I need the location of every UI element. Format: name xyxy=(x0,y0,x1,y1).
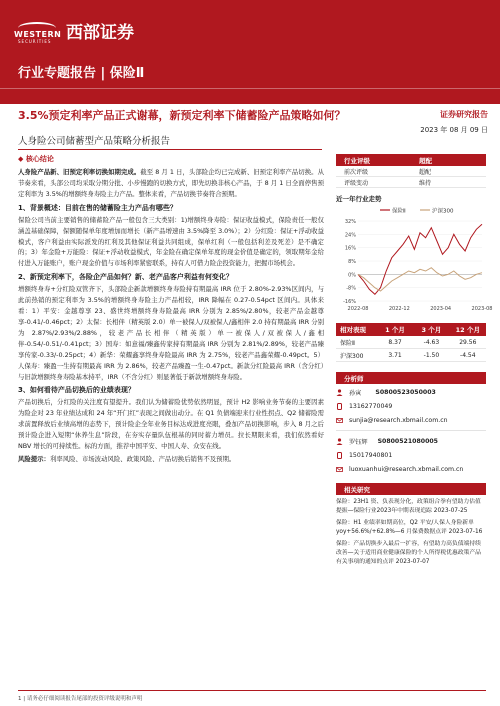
sidebar xyxy=(336,154,493,568)
subtitle-divider xyxy=(18,149,322,150)
logo-name: 西部证券 xyxy=(66,23,134,43)
email-icon xyxy=(336,417,343,424)
analyst-1-email[interactable]: sunjia@research.xbmail.com.cn xyxy=(336,414,486,426)
phone-icon xyxy=(336,403,343,410)
y-tick-label: 32% xyxy=(344,219,356,225)
y-tick-label: 0% xyxy=(348,272,356,279)
title-row xyxy=(18,107,488,134)
diamond-icon: ◆ xyxy=(18,155,24,163)
x-tick-label: 2022-12 xyxy=(388,306,410,312)
rating-row: 前次评级 超配 xyxy=(336,166,486,177)
x-tick-label: 2023-08 xyxy=(471,306,493,312)
analyst-2-name: 罗钰辉 S0800521080005 xyxy=(336,435,486,447)
report-badge: 证券研究报告 xyxy=(440,110,488,119)
heading-performance: 3、如何看待产品切换后的业绩表现？ xyxy=(18,386,135,395)
main-body xyxy=(18,154,324,467)
related-item[interactable]: 保险：H1 业绩率如期高位，Q2 平安/人保人身险新单 yoy+56.6%/+62.8%—6 月保费数据点评 2023-07-16 xyxy=(336,519,483,536)
legend-label-a: 保险Ⅱ xyxy=(392,208,406,215)
legend-label-b: 沪深300 xyxy=(432,208,454,215)
rating-header: 行业评级 超配 xyxy=(336,154,486,166)
analyst-1-name: 孙寅 S0800523050003 xyxy=(336,386,486,398)
email-icon xyxy=(336,466,343,473)
heading-background: 1、背景概述：目前在售的储蓄险主力产品有哪些？ xyxy=(18,203,177,212)
report-subtitle: 人身险公司储蓄型产品策略分析报告 xyxy=(18,136,171,147)
footer-divider xyxy=(18,690,486,691)
y-tick-label: 16% xyxy=(344,245,356,252)
x-tick-label: 2022-08 xyxy=(347,306,369,312)
header-divider xyxy=(0,88,500,89)
series-line-0 xyxy=(358,224,482,294)
risk-warning: 风险提示：利率风险、市场波动风险、政策风险、产品切换后销售不及预期。 xyxy=(18,454,236,463)
analyst-2-phone: 15017940801 xyxy=(336,449,486,461)
logo-mark-icon: WESTERN SECURITIES xyxy=(14,22,60,40)
related-item[interactable]: 保险：23H1 资、负表现分化，政策组合拳有望助力估值提振—保险行业2023年中期表现追踪 2023-07-25 xyxy=(336,499,481,515)
analyst-1-phone: 13162770049 xyxy=(336,400,486,412)
y-tick-label: 8% xyxy=(348,259,356,265)
chart-title: 近一年行业走势 xyxy=(336,195,382,203)
analyst-divider xyxy=(336,430,486,431)
performance-row: 保险Ⅱ 8.37 -4.63 29.56 xyxy=(336,336,486,349)
analyst-2-email[interactable]: luoxuanhui@research.xbmail.com.cn xyxy=(336,463,486,475)
paragraph-4: 产品切换后，分红险的关注度有望提升。我们认为储蓄险优势依然明显，预计 H2 影响业务节奏的主要因素为险企对 23 年业绩达成和 24 年“开门红”表现之间做出动分。在 Q1 负债端迎来行业性拐点、Q2 储蓄险需求前置释放后业绩高增的态势下，预计险企全年业务目标达成进度亮眼，叠加产品切换影响，步入 8 月之后预计险企进入短期“休养生息”阶段，在夯实存量队伍根基的同时蓄力增员。拉长期限来看，我们依然看好 NBV 增长的可持续性。标的方面，推荐中国平安、中国人寿、众安在线。 xyxy=(18,398,324,451)
trend-chart xyxy=(336,205,493,315)
report-header xyxy=(0,0,500,104)
y-tick-label: 24% xyxy=(344,232,356,239)
heading-new-products: 2、新预定利率下，各险企产品如何？新、老产品客户利益有何变化？ xyxy=(18,273,233,282)
company-logo xyxy=(14,18,134,43)
page-footer: 1 | 请务必仔细阅读报告尾部的投资评级说明和声明 xyxy=(18,696,143,702)
paragraph-3: 增额终身寿+分红险双管齐下，头部险企新款增额终身寿险持有期最高 IRR 位于 2.80%-2.93%区间内，与此前热销的预定利率为 3.5%的增额终身寿险主力产品相较，IRR 降幅在 0.27-0.54pct 区间内。具体来看：1）平安：金越尊享 23、盛世终增额终身寿险最高 IRR 分别为 2.85%/2.80%，较老产品金越尊享-0.41/-0.46pct；2）太保：长相伴（精英版 2.0）单一被保人/双被保人/鑫相伴 2.0 持有期最高 IRR 分别为 2.87%/2.93%/2.88%，较老产品长相伴（精英版）单一被保人/双被保人/鑫相伴-0.54/-0.51/-0.41pct；3）国寿：如意福/臻鑫传家持有期最高 IRR 分别为 2.81%/2.89%，较老产品臻享传家-0.33/-0.25pct；4）新华：荣耀鑫享终身寿险最高 IRR 为 2.75%，较老产品鑫荣耀-0.49pct。5）人保寿：臻盈一生持有期最高 IRR 为 2.86%，较老产品臻盈一生-0.47pct。新款分红险最高 IRR（含分红）与旧款增额终身寿险基本持平，IRR（不含分红）则显著低于新款增额终身寿险。 xyxy=(18,285,324,381)
person-icon xyxy=(336,438,343,445)
related-header: 相关研究 xyxy=(336,483,486,495)
related-research-list xyxy=(336,498,486,568)
report-type: 行业专题报告 | 保险Ⅱ xyxy=(18,66,145,81)
performance-header: 相对表现 1 个月 3 个月 12 个月 xyxy=(336,323,486,336)
phone-icon xyxy=(336,452,343,459)
paragraph-1: 人身险产品新、旧预定利率切换如期完成。截至 8 月 1 日，头部险企均已完成新、旧预定利率产品切换。从节奏来看，头部公司均采取分期分批、小步慢跑的切换方式，即先切换非核心产品，于 8 月 1 日全面停售预定利率为 3.5%的增额终身寿险主力产品。整体来看，产品切换节奏符合预期。 xyxy=(18,168,324,198)
y-tick-label: -16% xyxy=(343,299,356,305)
person-icon xyxy=(336,389,343,396)
trend-chart-svg xyxy=(336,205,493,315)
report-date: 2023 年 08 月 09 日 xyxy=(420,126,488,134)
y-tick-label: -8% xyxy=(346,285,356,292)
x-tick-label: 2023-04 xyxy=(430,306,452,312)
rating-row: 评级变动 维持 xyxy=(336,177,486,188)
analyst-header: 分析师 xyxy=(336,372,486,384)
performance-row: 沪深300 3.71 -1.50 -4.54 xyxy=(336,349,486,362)
paragraph-2: 保险公司当前主要销售的储蓄险产品一般包含三大类别：1)增额终身寿险：保证收益模式，保险责任一般仅涵盖基础保障，保额随保单年度增加而增长（新产品增速由 3.5%降至 3.0%）；2）分红险：保证+浮动收益模式，客户利益由实际派发的红利及其他保证利益共同组成，保单红利（一般包括利差及死差）是不确定的；3）年金险+万能险：保证+浮动收益模式，年金险在确定保单年度的现金价值是确定的，领取期年金给付进入万能账户，账户现金价值与市场利率紧密联系，持有人可借力险企投资能力，把握市场机会。 xyxy=(18,215,324,268)
related-item[interactable]: 保险：产品切换步入最后一扩容，有望助力高负债端持续改善—关于适用商业健康保险的个人所得税优惠政策产品有关事项的通知的点评 2023-07-07 xyxy=(336,540,481,566)
report-title: 3.5%预定利率产品正式谢幕，新预定利率下储蓄险产品策略如何？ xyxy=(18,109,346,122)
section-heading: ◆ 核心结论 xyxy=(18,155,54,163)
